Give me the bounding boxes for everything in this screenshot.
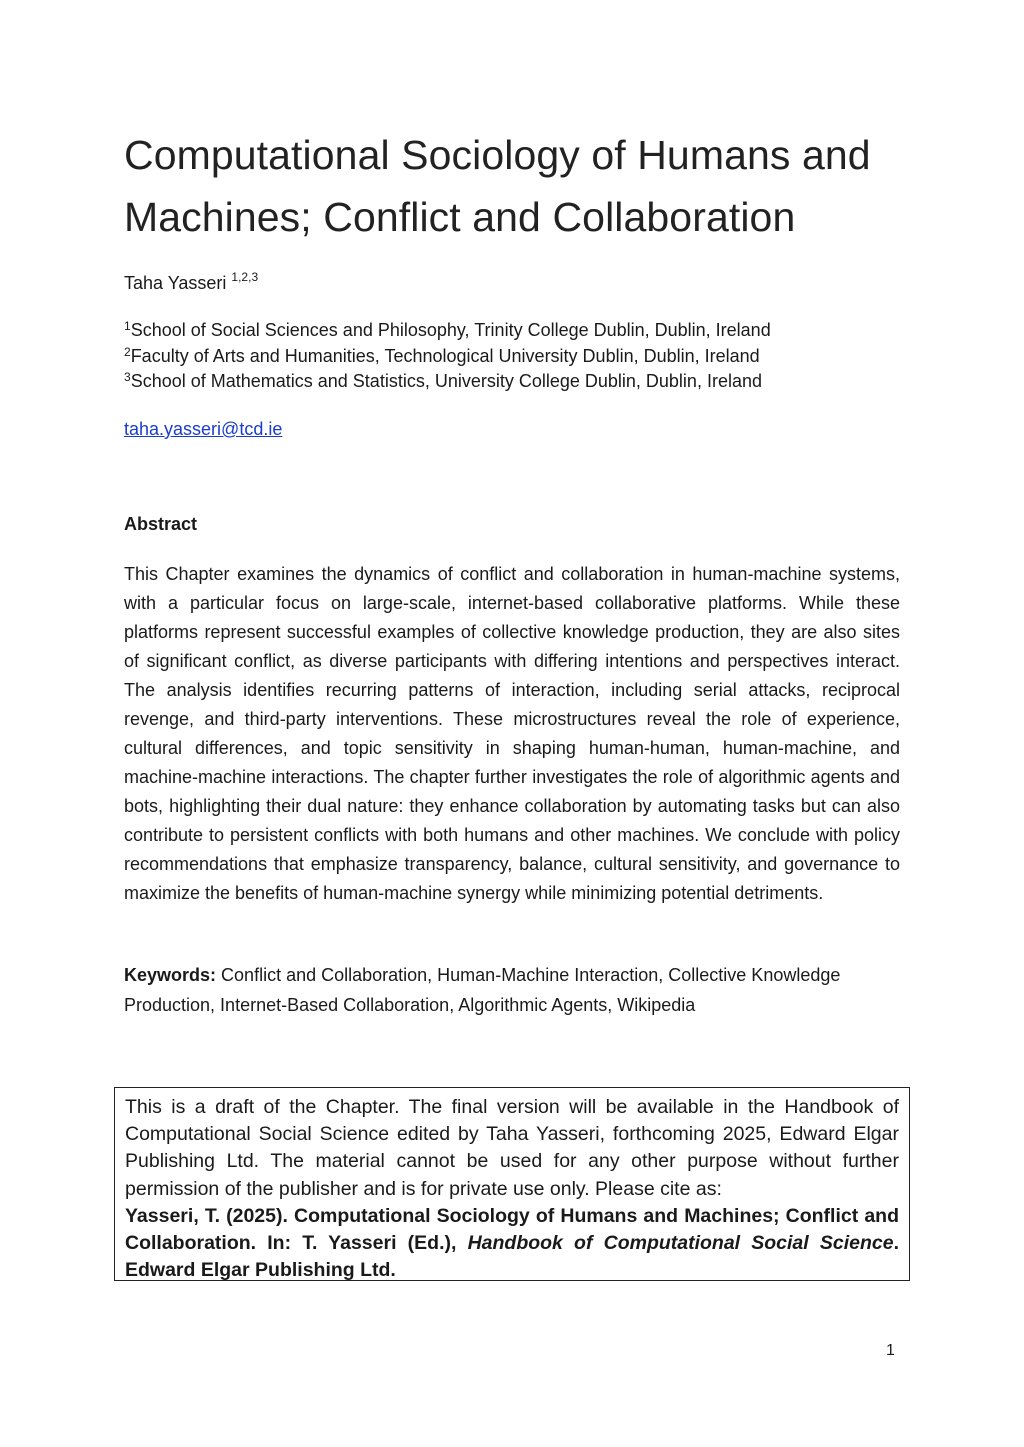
page-number: 1	[886, 1342, 895, 1359]
author-name: Taha Yasseri	[124, 273, 227, 293]
draft-notice-text: This is a draft of the Chapter. The final version will be available in the Handbook of Computational Social Science edited by Taha Yasseri, forthcoming 2025, Edward Elgar Publishing Ltd. The material cannot be used for any other purpose without further permission of the publisher and is for private use only. Please cite as:	[125, 1096, 899, 1200]
affiliation-text: Faculty of Arts and Humanities, Technological University Dublin, Dublin, Ireland	[130, 345, 760, 366]
affiliation-mark: 3	[124, 370, 131, 384]
abstract-heading: Abstract	[124, 514, 198, 534]
affiliation-3	[124, 369, 771, 395]
affiliation-1	[124, 318, 771, 344]
abstract-text: This Chapter examines the dynamics of conflict and collaboration in human-machine systems, with a particular focus on large-scale, internet-based collaborative platforms. While these platforms represent successful examples of collective knowledge production, they are also sites of significant conflict, as diverse participants with differing intentions and perspectives interact. The analysis identifies recurring patterns of interaction, including serial attacks, reciprocal revenge, and third-party interventions. These microstructures reveal the role of experience, cultural differences, and topic sensitivity in shaping human-human, human-machine, and machine-machine interactions. The chapter further investigates the role of algorithmic agents and bots, highlighting their dual nature: they enhance collaboration by automating tasks but can also contribute to persistent conflicts with both humans and other machines. We conclude with policy recommendations that emphasize transparency, balance, cultural sensitivity, and governance to maximize the benefits of human-machine synergy while minimizing potential detriments.	[124, 564, 900, 903]
keywords-label: Keywords:	[124, 965, 217, 985]
citation-book-title: Handbook of Computational Social Science	[467, 1232, 894, 1255]
keywords-text: Conflict and Collaboration, Human-Machine Interaction, Collective Knowledge Production, Internet-Based Collaboration, Algorithmic Agents, Wikipedia	[124, 965, 841, 1015]
affiliation-mark: 1	[124, 319, 131, 333]
author-line	[124, 268, 258, 298]
citation-prefix: Yasseri, T. (2025). Computational Sociology of Humans and Machines; Conflict and Collaboration. In: T. Yasseri (Ed.),	[125, 1204, 899, 1255]
paper-title: Computational Sociology of Humans and Machines; Conflict and Collaboration	[124, 132, 871, 240]
draft-notice-box	[114, 1087, 910, 1281]
affiliation-text: School of Social Sciences and Philosophy, Trinity College Dublin, Dublin, Ireland	[130, 320, 771, 340]
author-affiliation-marks: 1,2,3	[231, 270, 259, 284]
citation-suffix: . Edward Elgar Publishing Ltd.	[125, 1232, 899, 1282]
keywords	[124, 960, 900, 1020]
affiliation-2	[124, 344, 771, 370]
author-email-link[interactable]: taha.yasseri@tcd.ie	[124, 419, 283, 439]
citation	[125, 1203, 899, 1285]
affiliation-mark: 2	[124, 344, 131, 359]
affiliation-text: School of Mathematics and Statistics, University College Dublin, Dublin, Ireland	[130, 371, 762, 391]
affiliations	[124, 318, 771, 395]
